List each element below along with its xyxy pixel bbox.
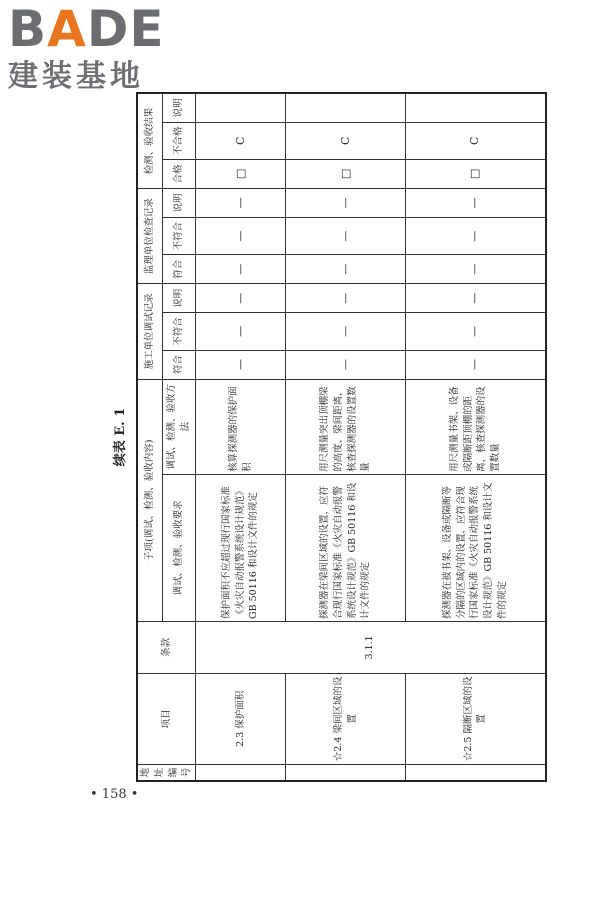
fail-mark: C (406, 122, 546, 159)
seq-cell (196, 764, 286, 781)
header-supervision-record: 监理单位检查记录 (137, 188, 162, 283)
header-sub-method: 调试、检测、验收方法 (162, 379, 195, 474)
acceptance-table (136, 92, 547, 782)
constr-note-cell: — (196, 284, 286, 313)
constr-nonconform-cell: — (406, 313, 546, 350)
logo (8, 0, 178, 96)
superv-note-cell: — (406, 188, 546, 217)
constr-note-cell: — (286, 284, 406, 313)
fail-mark: C (286, 122, 406, 159)
constr-nonconform-cell: — (196, 313, 286, 350)
header-constr-conform: 符合 (162, 350, 195, 379)
seq-cell (406, 764, 546, 781)
header-result-pass: 合格 (162, 159, 195, 188)
result-note-cell (406, 93, 546, 122)
constr-conform-cell: — (286, 350, 406, 379)
result-note-cell (196, 93, 286, 122)
project-cell: ☆2.4 梁间区域的设置 (286, 673, 406, 764)
method-cell: 用尺测量书架、设备或隔断距顶棚的距离，核查探测器的设置数量 (406, 379, 546, 474)
constr-conform-cell: — (196, 350, 286, 379)
header-project: 项目 (137, 673, 196, 764)
header-result-note: 说明 (162, 93, 195, 122)
header-construction-record: 施工单位调试记录 (137, 284, 162, 379)
constr-conform-cell: — (406, 350, 546, 379)
project-cell: 2.3 保护面积 (196, 673, 286, 764)
pass-checkbox[interactable]: □ (196, 159, 286, 188)
header-sub-requirement: 调试、检测、验收要求 (162, 474, 195, 621)
rotated-table-area (108, 92, 520, 782)
header-superv-note: 说明 (162, 188, 195, 217)
result-note-cell (286, 93, 406, 122)
table-row (286, 93, 406, 781)
superv-nonconform-cell: — (196, 217, 286, 254)
method-cell: 用尺测量突出顶棚梁的高度、梁间距离，核查探测器的设置数量 (286, 379, 406, 474)
pass-checkbox[interactable]: □ (406, 159, 546, 188)
header-superv-nonconform: 不符合 (162, 217, 195, 254)
requirement-cell: 保护面积不应超过现行国家标准《火灾自动报警系统设计规范》GB 50116 和设计文件的规定 (196, 474, 286, 621)
superv-nonconform-cell: — (286, 217, 406, 254)
table-wrapper (108, 92, 520, 782)
superv-conform-cell: — (286, 255, 406, 284)
project-cell: ☆2.5 隔断区域的设置 (406, 673, 546, 764)
header-seq: 地址编号 (137, 764, 196, 781)
logo-wordmark: BADE (8, 0, 165, 58)
logo-subtitle: 建装基地 (8, 59, 144, 94)
table-title: 续表 E. 1 (113, 407, 128, 467)
method-cell: 核算探测器的保护面积 (196, 379, 286, 474)
seq-cell (286, 764, 406, 781)
superv-conform-cell: — (406, 255, 546, 284)
superv-conform-cell: — (196, 255, 286, 284)
clause-cell: 3.1.1 (196, 621, 546, 673)
pass-checkbox[interactable]: □ (286, 159, 406, 188)
header-subitem: 子项(调试、检测、验收内容) (137, 379, 162, 621)
table-row (406, 93, 546, 781)
requirement-cell: 探测器在梁间区域的设置，应符合现行国家标准《火灾自动报警系统设计规范》GB 50116 和设计文件的规定 (286, 474, 406, 621)
header-superv-conform: 符合 (162, 255, 195, 284)
page-number: • 158 • (90, 787, 139, 802)
requirement-cell: 探测器在被书架、设备或隔断等分隔的区域内的设置，应符合现行国家标准《火灾自动报警系统设计规范》GB 50116 和设计文件的规定 (406, 474, 546, 621)
superv-nonconform-cell: — (406, 217, 546, 254)
constr-note-cell: — (406, 284, 546, 313)
header-constr-nonconform: 不符合 (162, 313, 195, 350)
fail-mark: C (196, 122, 286, 159)
header-row-1 (137, 93, 162, 781)
header-result-fail: 不合格 (162, 122, 195, 159)
superv-note-cell: — (196, 188, 286, 217)
table-row (196, 93, 286, 781)
header-result: 检测、验收结果 (137, 93, 162, 188)
header-clause: 条款 (137, 621, 196, 673)
constr-nonconform-cell: — (286, 313, 406, 350)
header-constr-note: 说明 (162, 284, 195, 313)
superv-note-cell: — (286, 188, 406, 217)
